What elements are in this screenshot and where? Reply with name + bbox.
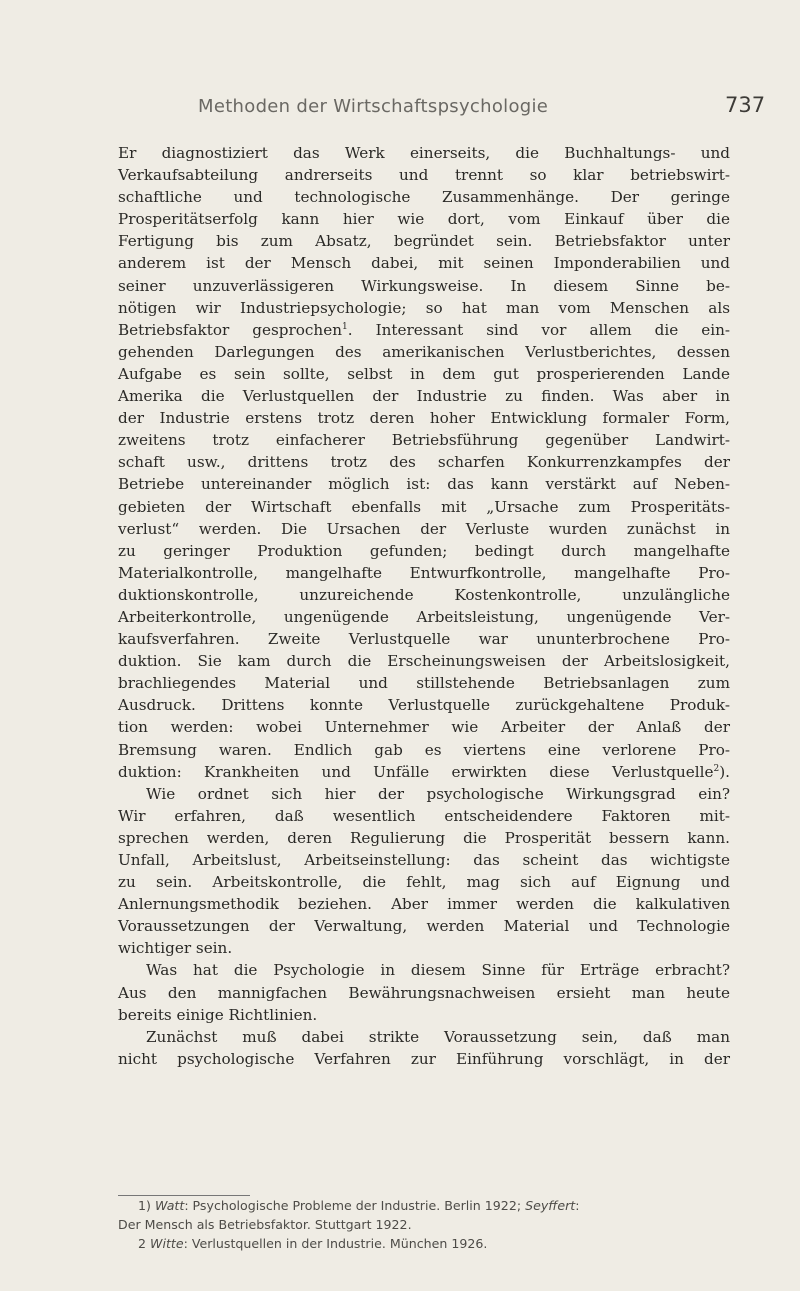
text-line: Ausdruck. Drittens konnte Verlustquelle zurückgehaltene Produk- <box>118 696 730 715</box>
text-line: duktionskontrolle, unzureichende Kostenkontrolle, unzulängliche <box>118 585 730 604</box>
footnote-marker: 1) <box>138 1198 151 1213</box>
text-line: Wie ordnet sich hier der psychologische Wirkungsgrad ein? <box>146 784 730 803</box>
text-line: schaftliche und technologische Zusammenhänge. Der geringe <box>118 188 730 207</box>
footnote-text: : Verlustquellen in der Industrie. München 1926. <box>183 1236 488 1252</box>
text-line: Wir erfahren, daß wesentlich entscheidendere Faktoren mit- <box>118 806 730 825</box>
text-line: wichtiger sein. <box>118 939 233 958</box>
footnote-marker: 2 <box>138 1236 147 1252</box>
text-line: zu geringer Produktion gefunden; bedingt durch mangelhafte <box>118 541 730 560</box>
text-line: Fertigung bis zum Absatz, begründet sein. Betriebsfaktor unter <box>118 232 730 251</box>
main-text <box>118 142 730 1070</box>
text-line: anderem ist der Mensch dabei, mit seinen Imponderabilien und <box>118 254 730 273</box>
text-line: zweitens trotz einfacherer Betriebsführung gegenüber Landwirt- <box>118 431 730 450</box>
text-line: schaft usw., drittens trotz des scharfen Konkurrenzkampfes der <box>118 453 730 472</box>
text-line: Verkaufsabteilung andrerseits und trennt so klar betriebswirt- <box>118 166 730 185</box>
text-line: Aufgabe es sein sollte, selbst in dem gut prosperierenden Lande <box>118 364 730 383</box>
text-line: Voraussetzungen der Verwaltung, werden Material und Technologie <box>118 917 730 936</box>
text-line: Betriebe untereinander möglich ist: das kann verstärkt auf Neben- <box>118 475 730 494</box>
text-line: Unfall, Arbeitslust, Arbeitseinstellung: das scheint das wichtigste <box>118 851 730 869</box>
text-line: verlust“ werden. Die Ursachen der Verluste wurden zunächst in <box>118 519 730 538</box>
footnote-author: Witte <box>150 1236 184 1252</box>
text-segment: . Interessant sind vor allem die ein- <box>347 320 730 339</box>
text-segment: ). <box>719 762 730 781</box>
page-number: 737 <box>725 93 766 117</box>
text-line <box>118 761 730 783</box>
footnote-text: : <box>575 1198 580 1213</box>
footnote-ref-1: 1 <box>341 321 348 332</box>
text-segment: duktion: Krankheiten und Unfälle erwirkten diese Verlustquelle <box>118 762 714 781</box>
text-line: nicht psychologische Verfahren zur Einführung vorschlägt, in der <box>118 1049 730 1068</box>
text-line: Zunächst muß dabei strikte Voraussetzung sein, daß man <box>146 1027 730 1046</box>
text-line: duktion. Sie kam durch die Erscheinungsweisen der Arbeitslosigkeit, <box>118 652 730 671</box>
text-line: Er diagnostiziert das Werk einerseits, die Buchhaltungs- und <box>118 144 730 162</box>
footnote-1 <box>118 1196 730 1215</box>
footnote-author: Watt <box>154 1198 185 1213</box>
footnote-author: Seyffert <box>525 1198 576 1213</box>
text-line: tion werden: wobei Unternehmer wie Arbeiter der Anlaß der <box>118 718 730 737</box>
text-line: Amerika die Verlustquellen der Industrie zu finden. Was aber in <box>118 387 730 406</box>
text-line: der Industrie erstens trotz deren hoher Entwicklung formaler Form, <box>118 409 730 428</box>
footnote-ref-2: 2 <box>713 763 720 774</box>
text-line: gebieten der Wirtschaft ebenfalls mit „Ursache zum Prosperitäts- <box>118 497 730 516</box>
text-line: zu sein. Arbeitskontrolle, die fehlt, mag sich auf Eignung und <box>118 873 730 892</box>
footnote-1-continuation: Der Mensch als Betriebsfaktor. Stuttgart 1922. <box>118 1217 412 1233</box>
text-line: sprechen werden, deren Regulierung die Prosperität bessern kann. <box>118 828 730 847</box>
text-line <box>118 319 730 341</box>
text-line: Aus den mannigfachen Bewährungsnachweisen ersieht man heute <box>118 983 730 1002</box>
text-line: Materialkontrolle, mangelhafte Entwurfkontrolle, mangelhafte Pro- <box>118 563 730 582</box>
text-line: Was hat die Psychologie in diesem Sinne für Erträge erbracht? <box>146 961 730 980</box>
text-line: Prosperitätserfolg kann hier wie dort, vom Einkauf über die <box>118 210 730 229</box>
text-line: seiner unzuverlässigeren Wirkungsweise. In diesem Sinne be- <box>118 276 730 295</box>
text-line: brachliegendes Material und stillstehende Betriebsanlagen zum <box>118 674 730 693</box>
text-segment: Betriebsfaktor gesprochen <box>118 320 342 339</box>
text-line: gehenden Darlegungen des amerikanischen Verlustberichtes, dessen <box>118 342 730 361</box>
footnote-text: : Psychologische Probleme der Industrie. Berlin 1922; <box>184 1198 526 1213</box>
footnote-2 <box>118 1234 730 1253</box>
text-line: nötigen wir Industriepsychologie; so hat man vom Menschen als <box>118 298 730 317</box>
footnotes <box>118 1196 730 1254</box>
text-line: Anlernungsmethodik beziehen. Aber immer werden die kalkulativen <box>118 895 730 914</box>
text-line: bereits einige Richtlinien. <box>118 1005 318 1024</box>
text-line: kaufsverfahren. Zweite Verlustquelle war ununterbrochene Pro- <box>118 630 730 649</box>
running-head: Methoden der Wirtschaftspsychologie <box>198 96 549 117</box>
text-line: Bremsung waren. Endlich gab es viertens eine verlorene Pro- <box>118 740 730 759</box>
text-line: Arbeiterkontrolle, ungenügende Arbeitsleistung, ungenügende Ver- <box>118 607 730 626</box>
